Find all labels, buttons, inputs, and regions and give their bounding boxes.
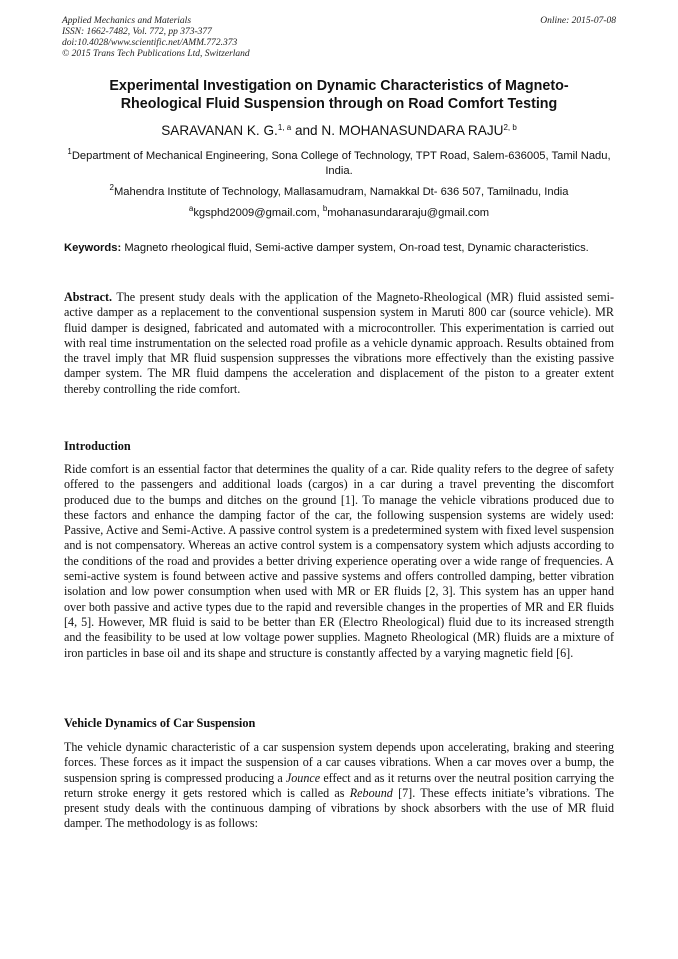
journal-doi: doi:10.4028/www.scientific.net/AMM.772.373 xyxy=(62,38,238,48)
abstract-text: The present study deals with the application of the Magneto-Rheological (MR) fluid assisted semi-active damper as a replacement to the conventional suspension system in Maruti 800 car (source vehicle). MR fluid damper is designed, fabricated and automated with a microcontroller. This experimentation is carried out with real time instrumentation on the selected road profile as a vehicle dynamic approach. Results obtained from the travel imply that MR fluid suspension suppresses the vibrations more effectively than the existing passive damper system. The MR fluid dampens the acceleration and displacement of the piston to a greater extent thereby controlling the ride comfort. xyxy=(64,290,614,396)
rebound-term: Rebound xyxy=(349,785,393,800)
vehicle-dynamics-text xyxy=(64,740,614,832)
author-conjunction: and xyxy=(294,123,318,138)
journal-copyright: © 2015 Trans Tech Publications Ltd, Switzerland xyxy=(62,49,250,59)
vd-text-part-1: The vehicle dynamic characteristic of a car suspension system depends upon accelerating, braking and steering forces. These forces as it impact the suspension of a car causes vibrations. When a car moves over a bump, the suspension spring is compressed producing a xyxy=(64,740,614,785)
introduction-heading: Introduction xyxy=(64,439,131,453)
title-line-2: Rheological Fluid Suspension through on Road Comfort Testing xyxy=(120,96,558,112)
email-a-mark: a xyxy=(188,204,194,213)
author-1: SARAVANAN K. G. xyxy=(161,123,278,138)
affiliation-2-text: Mahendra Institute of Technology, Mallasamudram, Namakkal Dt- 636 507, Tamilnadu, India xyxy=(113,186,569,198)
author-list xyxy=(60,123,618,139)
jounce-term: Jounce xyxy=(285,770,321,785)
title-line-1: Experimental Investigation on Dynamic Characteristics of Magneto- xyxy=(109,78,569,94)
online-date: Online: 2015-07-08 xyxy=(540,16,616,26)
vehicle-dynamics-heading: Vehicle Dynamics of Car Suspension xyxy=(64,716,256,730)
keywords-text: Magneto rheological fluid, Semi-active damper system, On-road test, Dynamic characteristics. xyxy=(124,242,589,254)
affiliation-2-mark: 2 xyxy=(109,183,114,192)
introduction-text: Ride comfort is an essential factor that determines the quality of a car. Ride quality refers to the degree of safety offered to the passengers and additional loads (cargos) in a car during a travel preventing the discomfort produced due to the bumps and ditches on the ground [1]. To manage the vehicle vibrations produced due to these factors and enhance the damping factor of the car, the following suspension systems are widely used: Passive, Active and Semi-Active. A passive control system is a predetermined system with fixed level suspension and is not compensatory. Whereas an active control system is a compensatory system which adjusts according to the conditions of the road and provides a better driving experience operating over a wide range of frequencies. A semi-active system is found between active and passive systems and offers controlled damping, better vibration isolation and low power consumption when used with MR or ER fluids [2, 3]. This system has an upper hand over both passive and active types due to the rapid and reversible changes in the properties of MR and ER fluids [4, 5]. However, MR fluid is said to be better than ER (Electro Rheological) fluid due to its increased strength and the feasibility to be used at low voltage power supplies. Magneto Rheological (MR) fluids are a mixture of iron particles in base oil and its shape and structure is constantly affected by a varying magnetic field [6]. xyxy=(64,462,614,660)
author-1-affiliation-mark: 1, a xyxy=(277,123,292,132)
author-emails xyxy=(60,206,618,221)
vd-text-part-3: [7]. These effects initiate’s vibrations. The present study deals with the continuous damping of vibrations by shock absorbers with the use of MR fluid damper. The methodology is as follows: xyxy=(64,785,614,831)
journal-issn: ISSN: 1662-7482, Vol. 772, pp 373-377 xyxy=(62,27,212,37)
affiliation-1-text: Department of Mechanical Engineering, Sona College of Technology, TPT Road, Salem-636005, Tamil Nadu, India. xyxy=(71,150,611,177)
affiliation-1-mark: 1 xyxy=(67,147,72,156)
abstract-label: Abstract. xyxy=(64,290,113,304)
author-2: N. MOHANASUNDARA RAJU xyxy=(321,123,504,138)
vd-text-part-2: effect and as it returns over the neutral position carrying the return stroke energy it gets restored which is called as xyxy=(64,770,614,800)
author-2-affiliation-mark: 2, b xyxy=(503,123,517,132)
keywords xyxy=(64,241,614,256)
journal-header xyxy=(62,16,616,60)
journal-name: Applied Mechanics and Materials xyxy=(62,16,192,26)
affiliation-1 xyxy=(60,149,618,179)
abstract xyxy=(64,290,614,397)
paper-title xyxy=(60,77,618,113)
email-a[interactable]: kgsphd2009@gmail.com, xyxy=(193,207,320,219)
affiliation-2 xyxy=(60,185,618,200)
email-b[interactable]: mohanasundararaju@gmail.com xyxy=(327,207,490,219)
keywords-label: Keywords: xyxy=(64,242,122,254)
email-b-mark: b xyxy=(322,204,328,213)
